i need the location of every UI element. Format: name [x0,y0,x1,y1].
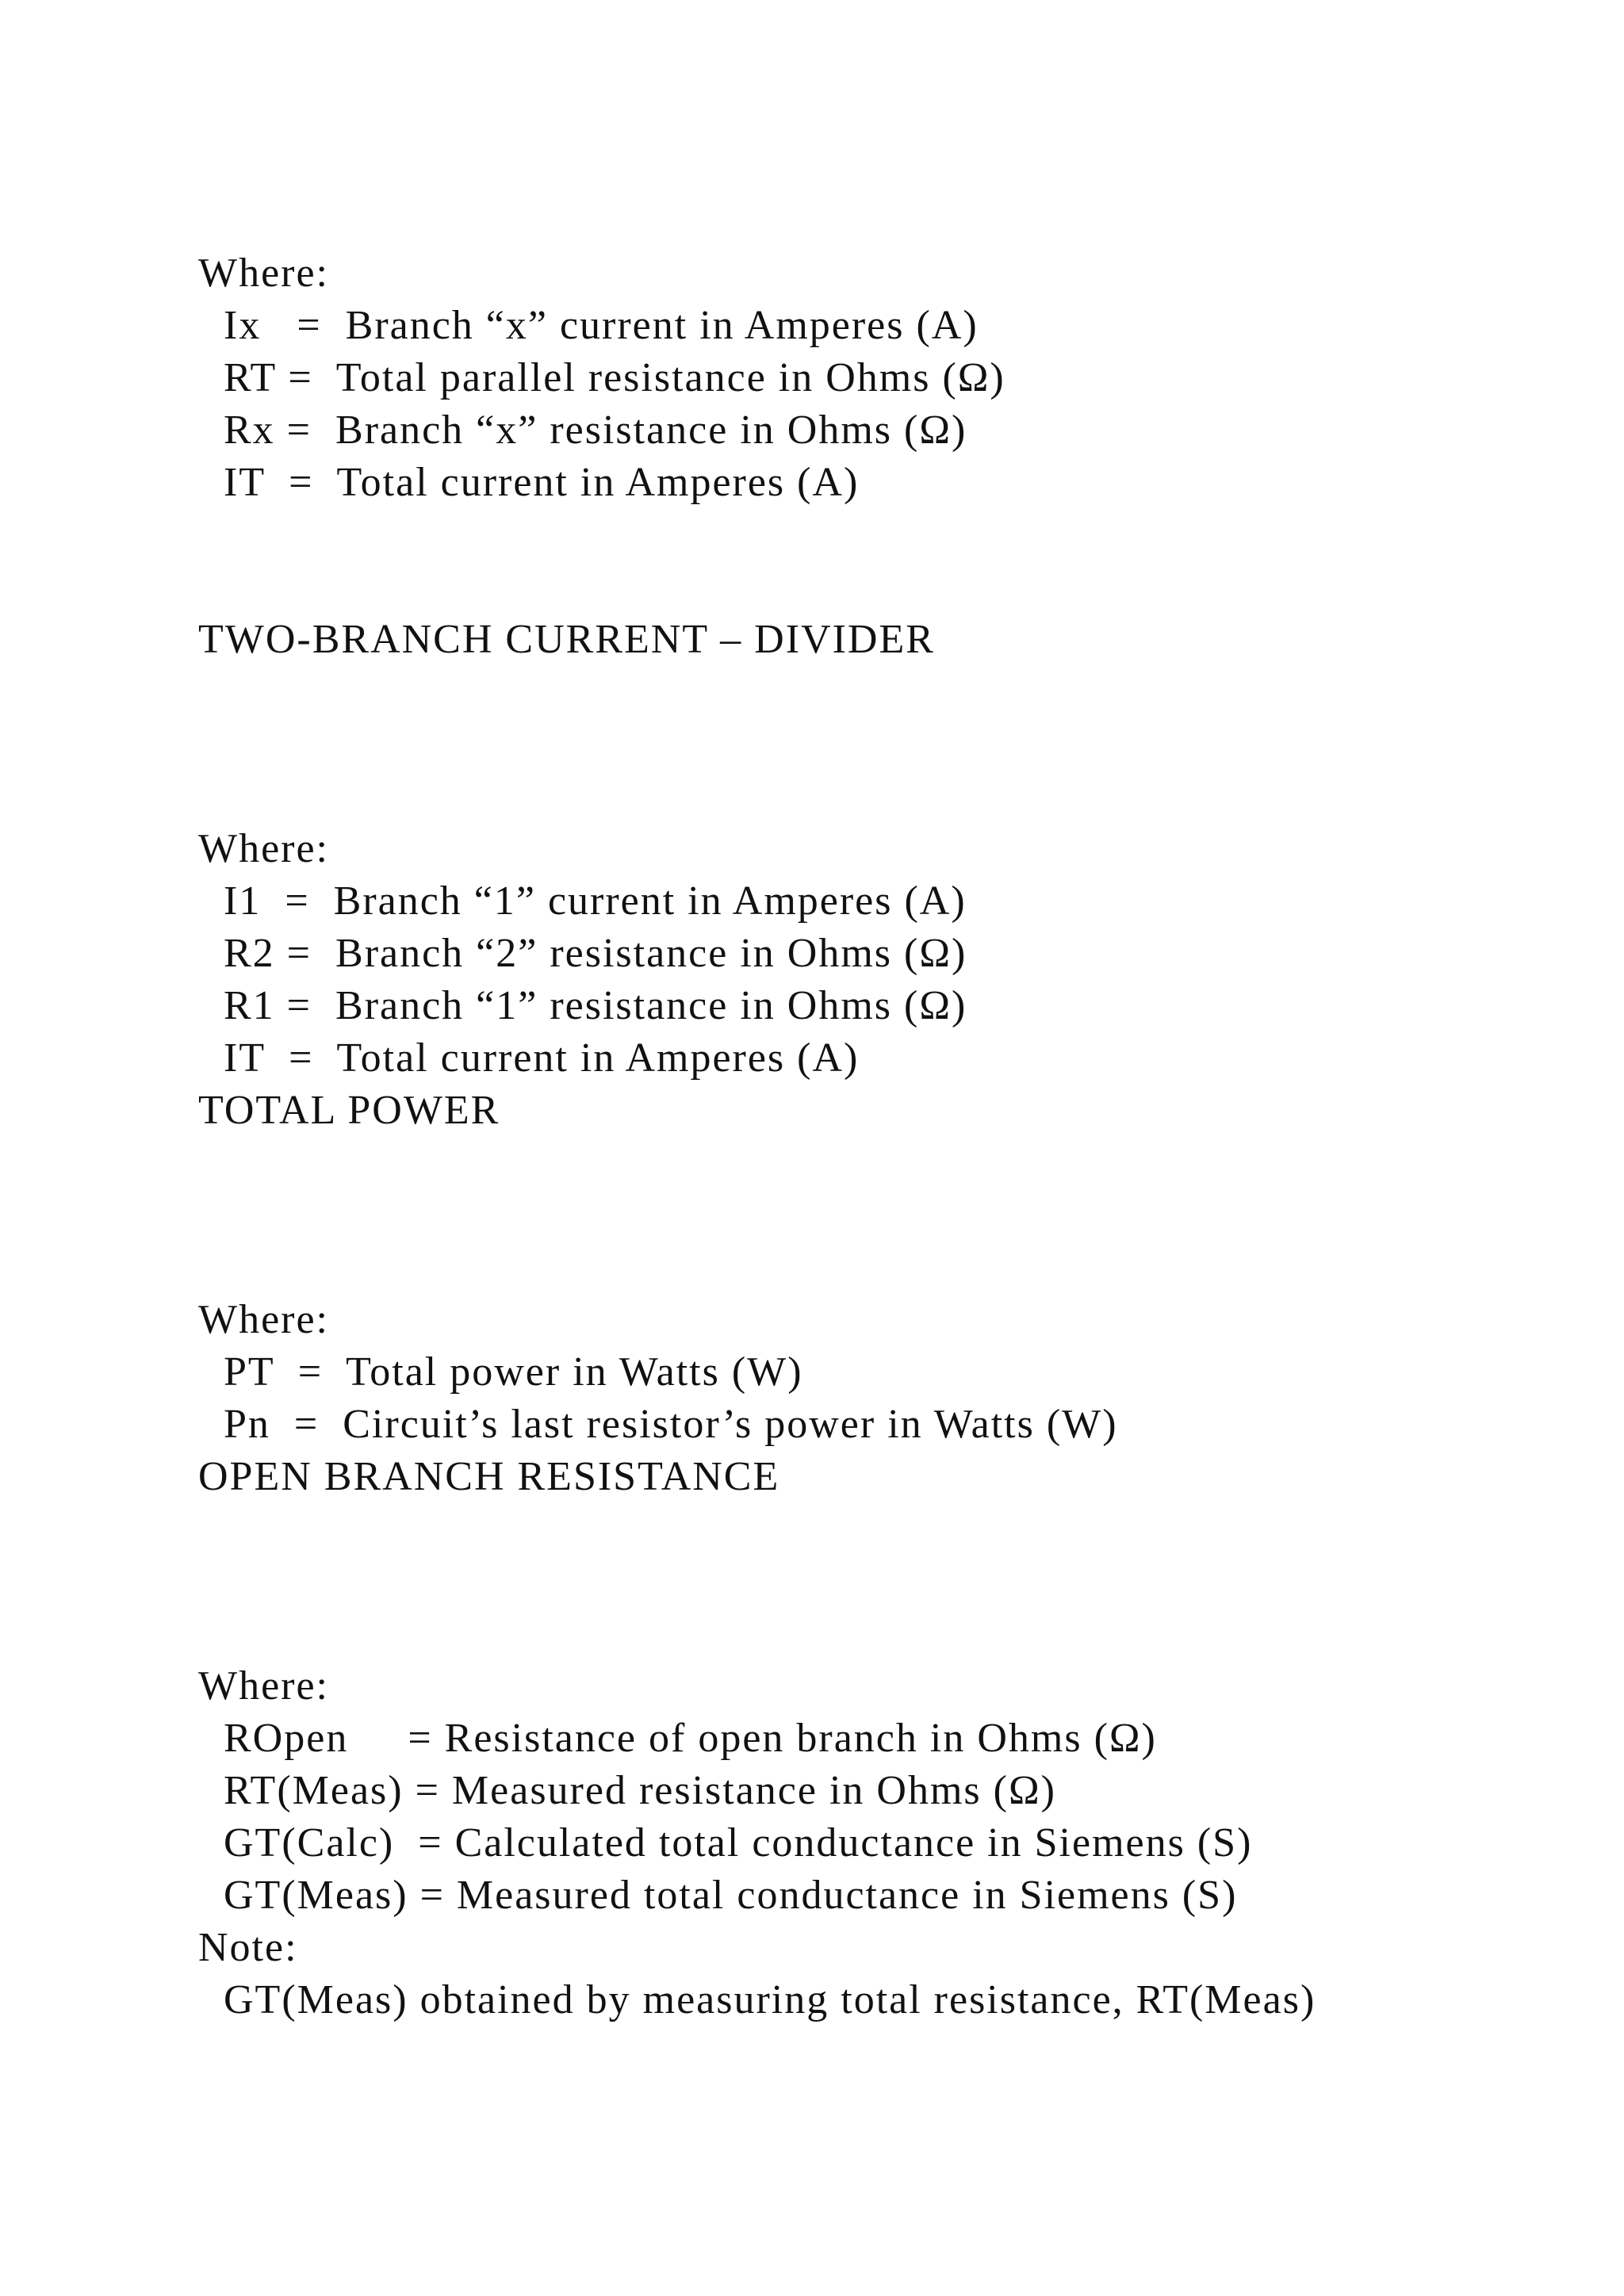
definition-rx: Rx = Branch “x” resistance in Ohms (Ω) [224,408,967,453]
heading-total-power: TOTAL POWER [198,1088,500,1133]
definition-pt: PT = Total power in Watts (W) [224,1349,803,1395]
definition-rt-meas: RT(Meas) = Measured resistance in Ohms (Ω) [224,1768,1056,1813]
note-text: GT(Meas) obtained by measuring total resistance, RT(Meas) [224,1977,1316,2022]
definition-gt-calc: GT(Calc) = Calculated total conductance in Siemens (S) [224,1820,1253,1866]
note-label: Note: [198,1925,298,1970]
heading-open-branch-resistance: OPEN BRANCH RESISTANCE [198,1454,780,1499]
where-label: Where: [198,1297,330,1342]
where-label: Where: [198,826,330,871]
definition-rt: RT = Total parallel resistance in Ohms (Ω) [224,355,1005,400]
definition-ropen: ROpen = Resistance of open branch in Ohms (Ω) [224,1716,1157,1761]
definition-pn: Pn = Circuit’s last resistor’s power in Watts (W) [224,1402,1118,1447]
where-label: Where: [198,251,330,296]
definition-i1: I1 = Branch “1” current in Amperes (A) [224,878,967,924]
definition-it: IT = Total current in Amperes (A) [224,1035,860,1081]
definition-ix: Ix = Branch “x” current in Amperes (A) [224,303,979,348]
definition-it: IT = Total current in Amperes (A) [224,460,860,505]
heading-two-branch-current-divider: TWO-BRANCH CURRENT – DIVIDER [198,617,935,662]
definition-gt-meas: GT(Meas) = Measured total conductance in Siemens (S) [224,1873,1238,1918]
where-label: Where: [198,1663,330,1709]
definition-r1: R1 = Branch “1” resistance in Ohms (Ω) [224,983,967,1028]
definition-r2: R2 = Branch “2” resistance in Ohms (Ω) [224,931,967,976]
